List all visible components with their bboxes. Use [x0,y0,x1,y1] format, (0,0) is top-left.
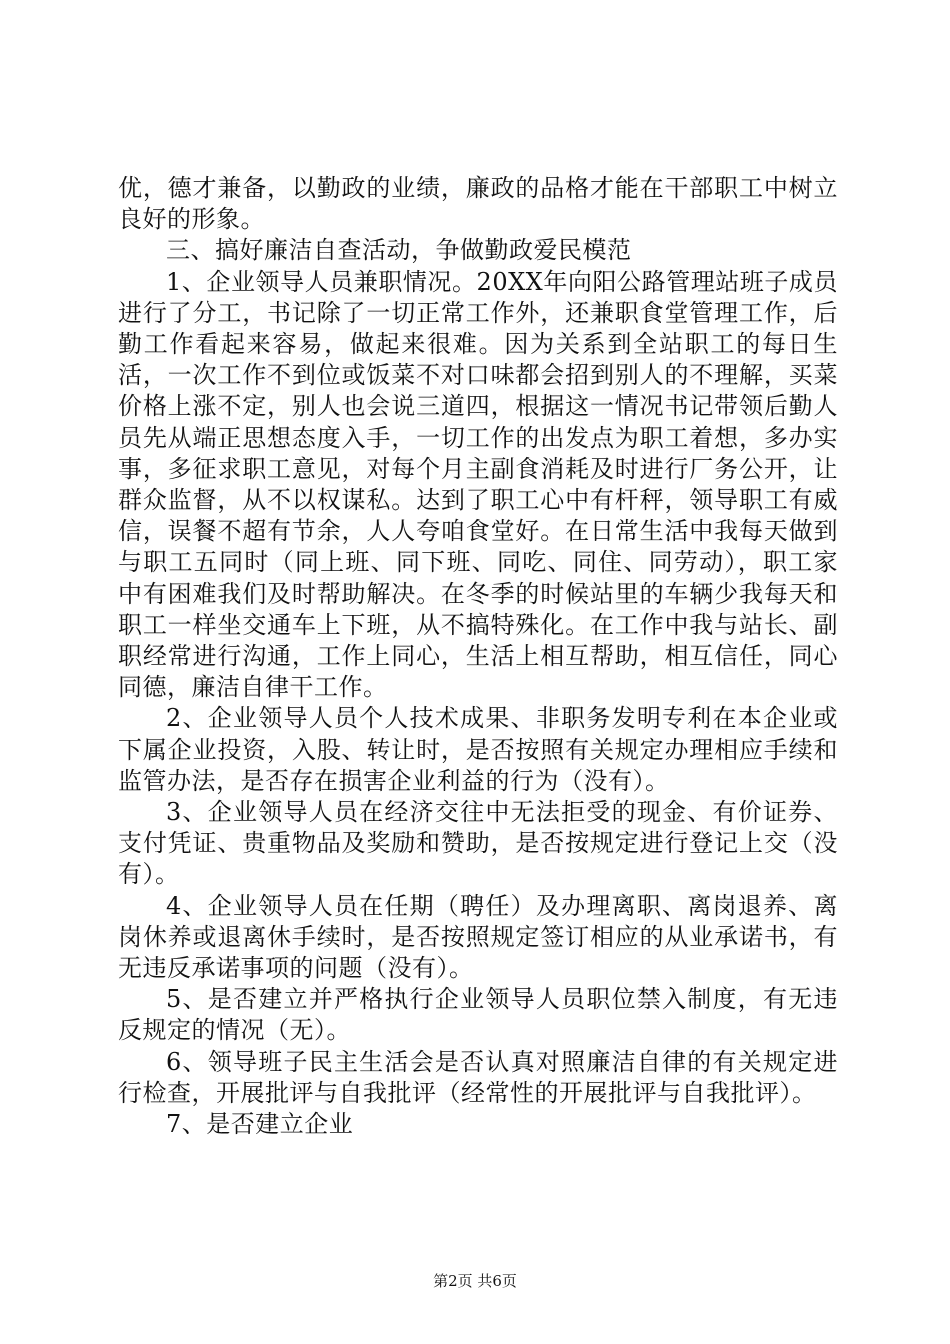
page-number-footer: 第2页 共6页 [433,1272,517,1290]
paragraph-item-5: 5、是否建立并严格执行企业领导人员职位禁入制度，有无违反规定的情况（无）。 [118,985,838,1045]
paragraph-item-3: 3、企业领导人员在经济交往中无法拒受的现金、有价证券、支付凭证、贵重物品及奖励和赞助，是否按规定进行登记上交（没有）。 [118,798,838,889]
paragraph-item-4: 4、企业领导人员在任期（聘任）及办理离职、离岗退养、离岗休养或退离休手续时，是否按照规定签订相应的从业承诺书，有无违反承诺事项的问题（没有）。 [118,891,838,983]
paragraph-item-1: 1、企业领导人员兼职情况。20XX年向阳公路管理站班子成员进行了分工，书记除了一切正常工作外，还兼职食堂管理工作，后勤工作看起来容易，做起来很难。因为关系到全站职工的每日生活，一次工作不到位或饭菜不对口味都会招到别人的不理解，买菜价格上涨不定，别人也会说三道四，根据这一情况书记带领后勤人员先从端正思想态度入手，一切工作的出发点为职工着想，多办实事，多征求职工意见，对每个月主副食消耗及时进行厂务公开，让群众监督，从不以权谋私。达到了职工心中有杆秤，领导职工有威信，误餐不超有节余，人人夸咱食堂好。在日常生活中我每天做到与职工五同时（同上班、同下班、同吃、同住、同劳动），职工家中有困难我们及时帮助解决。在冬季的时候站里的车辆少我每天和职工一样坐交通车上下班，从不搞特殊化。在工作中我与站长、副职经常进行沟通，工作上同心，生活上相互帮助，相互信任，同心同德，廉洁自律干工作。 [118,267,838,702]
paragraph-item-6: 6、领导班子民主生活会是否认真对照廉洁自律的有关规定进行检查，开展批评与自我批评（经常性的开展批评与自我批评）。 [118,1047,838,1107]
paragraph-item-7: 7、是否建立企业 [166,1110,354,1139]
paragraph-item-2: 2、企业领导人员个人技术成果、非职务发明专利在本企业或下属企业投资，入股、转让时，是否按照有关规定办理相应手续和监管办法，是否存在损害企业利益的行为（没有）。 [118,704,838,795]
section-heading: 三、搞好廉洁自查活动，争做勤政爱民模范 [166,236,632,265]
document-body [118,173,838,1140]
paragraph-continuation: 优，德才兼备，以勤政的业绩，廉政的品格才能在干部职工中树立良好的形象。 [118,174,838,234]
